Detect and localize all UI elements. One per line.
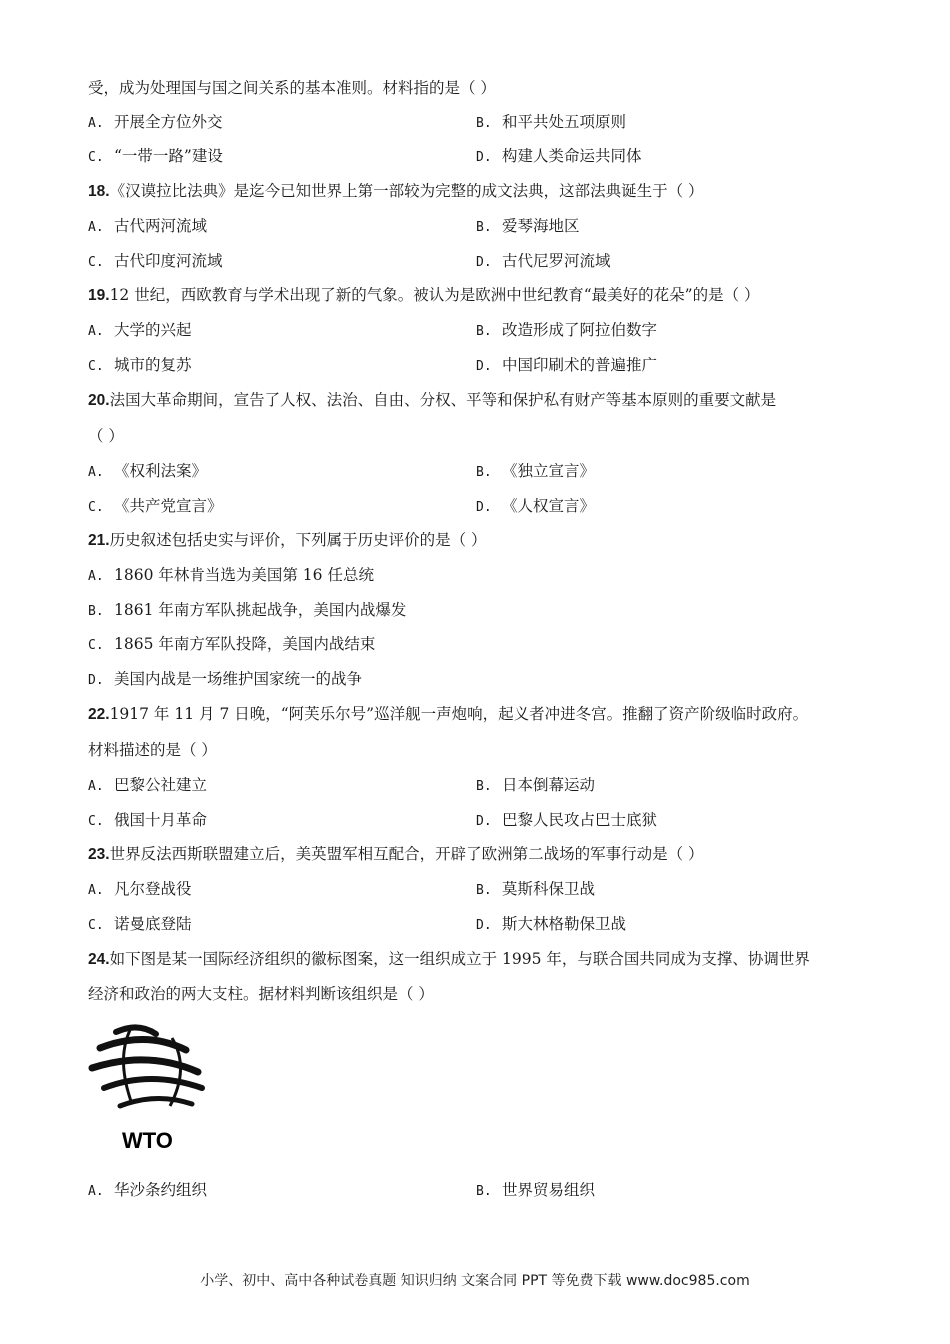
q23-option-d bbox=[476, 914, 626, 936]
q17-continuation: 受，成为处理国与国之间关系的基本准则。材料指的是（ ） bbox=[88, 79, 496, 97]
option-text: 改造形成了阿拉伯数字 bbox=[502, 321, 658, 339]
question-text: 世界反法西斯联盟建立后，美英盟军相互配合，开辟了欧洲第二战场的军事行动是（ ） bbox=[109, 845, 704, 863]
option-letter: D. bbox=[476, 150, 492, 165]
question-number: 24. bbox=[88, 951, 110, 968]
option-letter: D. bbox=[476, 255, 492, 270]
option-text: 开展全方位外交 bbox=[114, 113, 223, 131]
option-text: 构建人类命运共同体 bbox=[502, 147, 642, 165]
q18-stem bbox=[88, 181, 704, 202]
option-letter: B. bbox=[476, 220, 492, 235]
q18-option-a bbox=[88, 216, 207, 238]
q20-option-c bbox=[88, 496, 223, 518]
question-text: 《汉谟拉比法典》是迄今已知世界上第一部较为完整的成文法典，这部法典诞生于（ ） bbox=[109, 182, 704, 200]
option-letter: D. bbox=[476, 500, 492, 515]
q22-option-c bbox=[88, 810, 207, 832]
q19-option-a bbox=[88, 320, 192, 342]
option-text: 《人权宣言》 bbox=[502, 497, 596, 515]
q19-option-c bbox=[88, 355, 192, 377]
wto-logo-text: WTO bbox=[122, 1128, 173, 1152]
q24-stem bbox=[88, 949, 810, 970]
q24-option-b bbox=[476, 1180, 595, 1202]
question-number: 18. bbox=[88, 183, 110, 200]
q18-option-b bbox=[476, 216, 580, 238]
q20-stem bbox=[88, 390, 776, 411]
option-text: 城市的复苏 bbox=[114, 356, 192, 374]
q22-option-d bbox=[476, 810, 657, 832]
option-letter: B. bbox=[476, 324, 492, 339]
q21-option-d bbox=[88, 669, 362, 691]
option-letter: A. bbox=[88, 220, 104, 235]
option-letter: D. bbox=[476, 814, 492, 829]
option-text: 俄国十月革命 bbox=[114, 811, 208, 829]
q21-option-c bbox=[88, 634, 375, 656]
question-number: 21. bbox=[88, 532, 110, 549]
option-letter: B. bbox=[88, 604, 104, 619]
q20-continuation: （ ） bbox=[88, 427, 124, 445]
option-text: 和平共处五项原则 bbox=[502, 113, 627, 131]
option-letter: A. bbox=[88, 1184, 104, 1199]
q18-option-d bbox=[476, 251, 611, 273]
option-letter: B. bbox=[476, 1184, 492, 1199]
q19-option-d bbox=[476, 355, 657, 377]
option-text: 世界贸易组织 bbox=[502, 1181, 596, 1199]
option-letter: A. bbox=[88, 569, 104, 584]
question-text: 12 世纪，西欧教育与学术出现了新的气象。被认为是欧洲中世纪教育“最美好的花朵”的是（ ） bbox=[109, 286, 760, 304]
option-letter: C. bbox=[88, 359, 104, 374]
option-text: 美国内战是一场维护国家统一的战争 bbox=[114, 670, 363, 688]
q22-stem bbox=[88, 704, 808, 725]
option-letter: A. bbox=[88, 465, 104, 480]
q24-option-a bbox=[88, 1180, 207, 1202]
option-letter: D. bbox=[476, 359, 492, 374]
question-text: 如下图是某一国际经济组织的徽标图案，这一组织成立于 1995 年，与联合国共同成为支撑、协调世界 bbox=[109, 950, 810, 968]
q20-option-b bbox=[476, 461, 595, 483]
option-text: 凡尔登战役 bbox=[114, 880, 192, 898]
option-letter: A. bbox=[88, 883, 104, 898]
option-text: 莫斯科保卫战 bbox=[502, 880, 596, 898]
question-text: 历史叙述包括史实与评价，下列属于历史评价的是（ ） bbox=[109, 531, 487, 549]
option-text: 《共产党宣言》 bbox=[114, 497, 223, 515]
q22-option-b bbox=[476, 775, 595, 797]
option-letter: A. bbox=[88, 779, 104, 794]
option-letter: B. bbox=[476, 465, 492, 480]
wto-logo-graphic bbox=[86, 1020, 210, 1152]
page-footer: 小学、初中、高中各种试卷真题 知识归纳 文案合同 PPT 等免费下载 www.doc985.com bbox=[200, 1273, 750, 1289]
option-text: 1861 年南方军队挑起战争，美国内战爆发 bbox=[114, 601, 407, 619]
option-text: “一带一路”建设 bbox=[114, 147, 223, 165]
option-text: 斯大林格勒保卫战 bbox=[502, 915, 627, 933]
option-letter: C. bbox=[88, 500, 104, 515]
question-number: 23. bbox=[88, 846, 110, 863]
option-letter: C. bbox=[88, 255, 104, 270]
option-text: 《独立宣言》 bbox=[502, 462, 596, 480]
option-letter: B. bbox=[476, 779, 492, 794]
question-text: 1917 年 11 月 7 日晚，“阿芙乐尔号”巡洋舰一声炮响，起义者冲进冬宫。推翻了资产阶级临时政府。 bbox=[109, 705, 809, 723]
q23-option-b bbox=[476, 879, 595, 901]
option-text: 古代尼罗河流域 bbox=[502, 252, 611, 270]
q18-option-c bbox=[88, 251, 223, 273]
q20-option-d bbox=[476, 496, 595, 518]
question-number: 19. bbox=[88, 287, 110, 304]
option-letter: C. bbox=[88, 150, 104, 165]
option-letter: C. bbox=[88, 918, 104, 933]
option-text: 爱琴海地区 bbox=[502, 217, 580, 235]
q17-option-a bbox=[88, 112, 223, 134]
option-letter: D. bbox=[476, 918, 492, 933]
option-letter: C. bbox=[88, 814, 104, 829]
q17-option-d bbox=[476, 146, 642, 168]
option-text: 1865 年南方军队投降，美国内战结束 bbox=[114, 635, 376, 653]
q21-stem bbox=[88, 530, 487, 551]
q20-option-a bbox=[88, 461, 207, 483]
q23-option-a bbox=[88, 879, 192, 901]
question-number: 22. bbox=[88, 706, 110, 723]
option-text: 巴黎公社建立 bbox=[114, 776, 208, 794]
option-text: 巴黎人民攻占巴士底狱 bbox=[502, 811, 658, 829]
option-letter: D. bbox=[88, 673, 104, 688]
option-letter: A. bbox=[88, 324, 104, 339]
option-letter: C. bbox=[88, 638, 104, 653]
q19-stem bbox=[88, 285, 760, 306]
option-text: 1860 年林肯当选为美国第 16 任总统 bbox=[114, 566, 374, 584]
q17-option-c bbox=[88, 146, 223, 168]
q22-continuation: 材料描述的是（ ） bbox=[88, 741, 217, 759]
q19-option-b bbox=[476, 320, 657, 342]
option-letter: B. bbox=[476, 116, 492, 131]
option-letter: A. bbox=[88, 116, 104, 131]
q23-option-c bbox=[88, 914, 192, 936]
q17-option-b bbox=[476, 112, 626, 134]
q23-stem bbox=[88, 844, 704, 865]
option-text: 诺曼底登陆 bbox=[114, 915, 192, 933]
option-letter: B. bbox=[476, 883, 492, 898]
question-number: 20. bbox=[88, 392, 110, 409]
option-text: 中国印刷术的普遍推广 bbox=[502, 356, 658, 374]
q24-continuation: 经济和政治的两大支柱。据材料判断该组织是（ ） bbox=[88, 985, 434, 1003]
q21-option-b bbox=[88, 600, 406, 622]
q22-option-a bbox=[88, 775, 207, 797]
option-text: 《权利法案》 bbox=[114, 462, 208, 480]
option-text: 华沙条约组织 bbox=[114, 1181, 208, 1199]
wto-logo bbox=[86, 1020, 210, 1152]
question-text: 法国大革命期间，宣告了人权、法治、自由、分权、平等和保护私有财产等基本原则的重要文献是 bbox=[109, 391, 777, 409]
q21-option-a bbox=[88, 565, 374, 587]
option-text: 大学的兴起 bbox=[114, 321, 192, 339]
option-text: 古代印度河流域 bbox=[114, 252, 223, 270]
option-text: 古代两河流域 bbox=[114, 217, 208, 235]
option-text: 日本倒幕运动 bbox=[502, 776, 596, 794]
